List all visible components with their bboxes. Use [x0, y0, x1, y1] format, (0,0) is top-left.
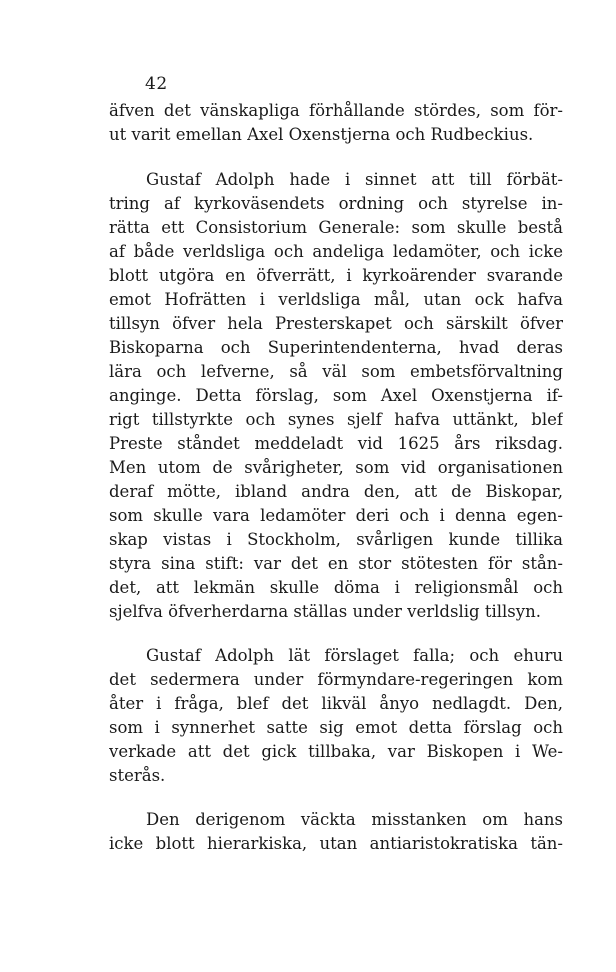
text-line: äfven det vänskapliga förhållande stördes, som för- — [109, 101, 563, 120]
text-line: Gustaf Adolph lät förslaget falla; och ehuru — [146, 646, 563, 665]
text-line: Biskoparna och Superintendenterna, hvad deras — [109, 338, 563, 357]
text-line: sterås. — [109, 766, 166, 785]
text-line: skap vistas i Stockholm, svårligen kunde tillika — [109, 530, 563, 549]
text-line: deraf mötte, ibland andra den, att de Biskopar, — [109, 482, 563, 501]
text-line: rigt tillstyrkte och synes sjelf hafva uttänkt, blef — [109, 410, 563, 429]
text-line: det sedermera under förmyndare-regeringen kom — [109, 670, 563, 689]
text-line: tillsyn öfver hela Presterskapet och särskilt öfver — [109, 314, 563, 333]
text-line: Gustaf Adolph hade i sinnet att till förbät- — [146, 170, 563, 189]
text-line: styra sina stift: var det en stor stötesten för stån- — [109, 554, 563, 573]
text-line: rätta ett Consistorium Generale: som skulle bestå — [109, 218, 563, 237]
text-line: sjelfva öfverherdarna ställas under verldslig tillsyn. — [109, 602, 541, 621]
text-line: verkade att det gick tillbaka, var Biskopen i We- — [109, 742, 563, 761]
text-line: Men utom de svårigheter, som vid organisationen — [109, 458, 563, 477]
page-number: 42 — [145, 74, 168, 94]
text-line: som i synnerhet satte sig emot detta förslag och — [109, 718, 563, 737]
text-line: som skulle vara ledamöter deri och i denna egen- — [109, 506, 563, 525]
text-line: lära och lefverne, så väl som embetsförvaltning — [109, 362, 563, 381]
text-line: anginge. Detta förslag, som Axel Oxenstjerna if- — [109, 386, 563, 405]
text-line: emot Hofrätten i verldsliga mål, utan ock hafva — [109, 290, 563, 309]
text-line: tring af kyrkoväsendets ordning och styrelse in- — [109, 194, 563, 213]
text-line: ut varit emellan Axel Oxenstjerna och Rudbeckius. — [109, 125, 534, 144]
text-line: af både verldsliga och andeliga ledamöter, och icke — [109, 242, 563, 261]
text-line: åter i fråga, blef det likväl ånyo nedlagdt. Den, — [109, 694, 563, 713]
text-line: det, att lekmän skulle döma i religionsmål och — [109, 578, 563, 597]
text-line: blott utgöra en öfverrätt, i kyrkoärender svarande — [109, 266, 563, 285]
text-line: icke blott hierarkiska, utan antiaristokratiska tän- — [109, 834, 563, 853]
text-line: Preste ståndet meddeladt vid 1625 års riksdag. — [109, 434, 563, 453]
text-line: Den derigenom väckta misstanken om hans — [146, 810, 563, 829]
